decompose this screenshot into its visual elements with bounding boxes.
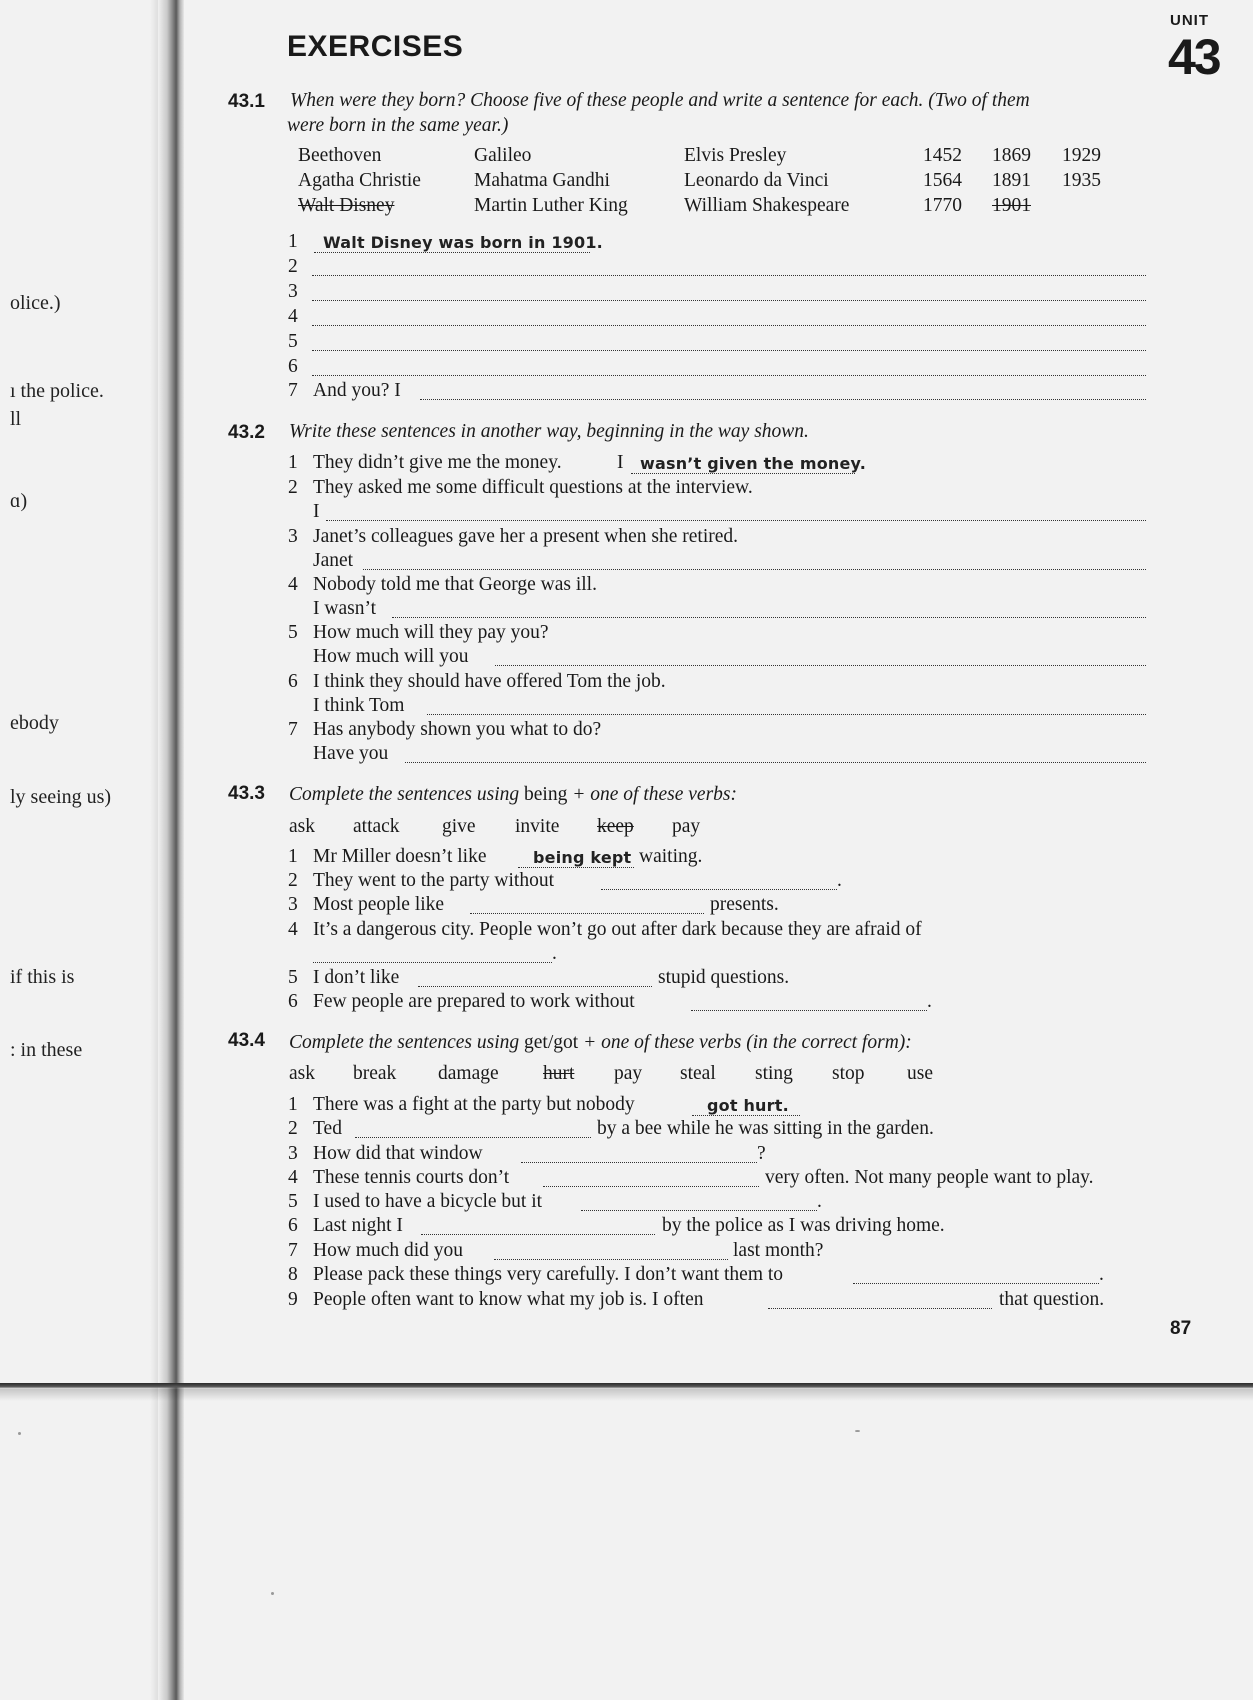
- item-number: 1: [288, 452, 298, 473]
- answer-line: [312, 350, 1146, 351]
- person-name: Galileo: [474, 145, 532, 166]
- left-page-fragment: if this is: [10, 966, 75, 988]
- question-text: Nobody told me that George was ill.: [313, 574, 597, 595]
- answer-line: [768, 1308, 992, 1309]
- verb-option: ask: [289, 816, 315, 837]
- page-title: EXERCISES: [287, 30, 464, 63]
- answer-line: [418, 986, 652, 987]
- answer-start: I: [617, 452, 624, 473]
- birth-year-crossed-out: 1901: [992, 195, 1031, 216]
- exercise-instruction: [289, 1032, 912, 1054]
- person-name: Beethoven: [298, 145, 382, 166]
- item-number: 7: [288, 380, 298, 401]
- birth-year: 1929: [1062, 145, 1101, 166]
- question-text: I used to have a bicycle but it: [313, 1191, 543, 1212]
- item-number: 2: [288, 477, 298, 498]
- answer-line: [405, 762, 1146, 763]
- item-number: 6: [288, 356, 298, 377]
- handwritten-answer: Walt Disney was born in 1901.: [323, 233, 603, 252]
- verb-option: attack: [353, 816, 400, 837]
- unit-number: 43: [1168, 29, 1220, 85]
- answer-start: Janet: [313, 550, 354, 571]
- question-text: Janet’s colleagues gave her a present when she retired.: [313, 526, 739, 547]
- item-number: 3: [288, 1143, 298, 1164]
- item-number: 1: [288, 1094, 298, 1115]
- page-bottom-shadow: [0, 1389, 1253, 1401]
- question-text: They didn’t give me the money.: [313, 452, 562, 473]
- verb-option: ask: [289, 1063, 315, 1084]
- item-number: 3: [288, 526, 298, 547]
- question-text: People often want to know what my job is. I often: [313, 1289, 704, 1310]
- handwritten-answer: got hurt.: [707, 1096, 789, 1115]
- instruction-part: + one of these verbs (in the correct form):: [583, 1032, 912, 1053]
- question-text: Ted: [313, 1118, 342, 1139]
- answer-line: [601, 889, 837, 890]
- verb-option: give: [442, 816, 476, 837]
- question-text: How much did you: [313, 1240, 464, 1261]
- verb-option: invite: [515, 816, 560, 837]
- exercise-number: 43.1: [228, 91, 265, 112]
- question-text: Mr Miller doesn’t like: [313, 846, 487, 867]
- question-text: I think they should have offered Tom the job.: [313, 671, 666, 692]
- item-number: 7: [288, 719, 298, 740]
- question-text: It’s a dangerous city. People won’t go out after dark because they are afraid of: [313, 919, 922, 940]
- left-page-fragment: ɑ): [10, 490, 28, 512]
- question-text: .: [552, 943, 557, 964]
- left-page-fragment: : in these: [10, 1039, 83, 1061]
- item-number: 8: [288, 1264, 298, 1285]
- exercise-instruction: were born in the same year.): [287, 115, 509, 136]
- question-text: Has anybody shown you what to do?: [313, 719, 602, 740]
- question-text: There was a fight at the party but nobody: [313, 1094, 635, 1115]
- answer-line: [363, 569, 1146, 570]
- item-number: 6: [288, 671, 298, 692]
- instruction-keyword: being: [524, 784, 568, 805]
- item-number: 3: [288, 894, 298, 915]
- verb-option-crossed-out: hurt: [543, 1063, 575, 1084]
- answer-line: [518, 867, 634, 868]
- question-text: presents.: [710, 894, 779, 915]
- person-name: Elvis Presley: [684, 145, 787, 166]
- answer-line: [312, 375, 1146, 376]
- exercise-number: 43.3: [228, 783, 265, 804]
- person-name: Mahatma Gandhi: [474, 170, 610, 191]
- question-text: last month?: [733, 1240, 824, 1261]
- answer-line: [420, 399, 1146, 400]
- birth-year: 1564: [923, 170, 962, 191]
- item-number: 5: [288, 967, 298, 988]
- question-text: They went to the party without: [313, 870, 554, 891]
- instruction-part: + one of these verbs:: [572, 784, 738, 805]
- instruction-part: Complete the sentences using: [289, 1032, 520, 1053]
- instruction-part: Complete the sentences using: [289, 784, 520, 805]
- item-number: 5: [288, 331, 298, 352]
- answer-line: [470, 913, 704, 914]
- question-text: I don’t like: [313, 967, 400, 988]
- verb-option: stop: [832, 1063, 865, 1084]
- answer-line: [495, 665, 1146, 666]
- book-spine: [158, 0, 184, 1700]
- answer-start: How much will you: [313, 646, 469, 667]
- question-text: These tennis courts don’t: [313, 1167, 510, 1188]
- question-text: very often. Not many people want to play.: [765, 1167, 1094, 1188]
- item-number: 3: [288, 281, 298, 302]
- answer-line: [312, 325, 1146, 326]
- answer-line: [314, 252, 590, 253]
- question-text: They asked me some difficult questions at the interview.: [313, 477, 753, 498]
- verb-option-crossed-out: keep: [597, 816, 634, 837]
- question-text: Few people are prepared to work without: [313, 991, 635, 1012]
- answer-line: [494, 1259, 728, 1260]
- handwritten-answer: wasn’t given the money.: [640, 454, 866, 473]
- instruction-keyword: get/got: [524, 1032, 579, 1053]
- verb-option: pay: [614, 1063, 643, 1084]
- item-number: 2: [288, 870, 298, 891]
- answer-line: [355, 1137, 591, 1138]
- scan-speck: [271, 1592, 274, 1595]
- answer-line: [326, 520, 1146, 521]
- question-text: Last night I: [313, 1215, 403, 1236]
- item-number: 5: [288, 1191, 298, 1212]
- verb-option: steal: [680, 1063, 716, 1084]
- person-name-crossed-out: Walt Disney: [298, 195, 395, 216]
- question-text: that question.: [999, 1289, 1105, 1310]
- question-text: .: [837, 870, 842, 891]
- answer-line: [543, 1186, 759, 1187]
- page-number: 87: [1170, 1318, 1192, 1339]
- person-name: William Shakespeare: [684, 195, 850, 216]
- verb-option: break: [353, 1063, 397, 1084]
- answer-line: [691, 1010, 927, 1011]
- answer-start: I: [313, 501, 320, 522]
- birth-year: 1869: [992, 145, 1031, 166]
- answer-line: [313, 962, 552, 963]
- item-number: 6: [288, 991, 298, 1012]
- left-page-fragment: ly seeing us): [10, 786, 112, 808]
- birth-year: 1935: [1062, 170, 1101, 191]
- item-number: 5: [288, 622, 298, 643]
- verb-option: pay: [672, 816, 701, 837]
- item-number: 1: [288, 846, 298, 867]
- birth-year: 1770: [923, 195, 962, 216]
- verb-option: sting: [755, 1063, 793, 1084]
- answer-line: [312, 275, 1146, 276]
- left-page-fragment: ll: [10, 408, 22, 430]
- answer-line: [853, 1283, 1099, 1284]
- birth-year: 1891: [992, 170, 1031, 191]
- question-text: stupid questions.: [658, 967, 790, 988]
- unit-label: UNIT: [1170, 12, 1209, 29]
- answer-line: [521, 1162, 757, 1163]
- answer-line: [631, 473, 855, 474]
- question-text: by a bee while he was sitting in the garden.: [597, 1118, 934, 1139]
- question-text: Most people like: [313, 894, 445, 915]
- answer-line: [581, 1210, 817, 1211]
- item-number: 1: [288, 231, 298, 252]
- scan-speck: [18, 1432, 21, 1435]
- person-name: Martin Luther King: [474, 195, 628, 216]
- verb-option: use: [907, 1063, 933, 1084]
- item-number: 2: [288, 256, 298, 277]
- question-text: .: [927, 991, 932, 1012]
- left-page-fragment: ı the police.: [10, 380, 104, 402]
- question-text: How did that window: [313, 1143, 483, 1164]
- question-text: ?: [757, 1143, 766, 1164]
- question-text: And you? I: [313, 380, 401, 401]
- answer-line: [692, 1115, 800, 1116]
- item-number: 6: [288, 1215, 298, 1236]
- handwritten-answer: being kept: [533, 848, 632, 867]
- item-number: 7: [288, 1240, 298, 1261]
- exercise-instruction: When were they born? Choose five of these people and write a sentence for each. (Two of them: [290, 90, 1030, 111]
- item-number: 4: [288, 1167, 298, 1188]
- verb-option: damage: [438, 1063, 499, 1084]
- exercise-number: 43.4: [228, 1030, 265, 1051]
- question-text: Please pack these things very carefully. I don’t want them to: [313, 1264, 784, 1285]
- left-page-fragment: ebody: [10, 712, 59, 734]
- exercise-number: 43.2: [228, 422, 265, 443]
- question-text: waiting.: [639, 846, 703, 867]
- answer-start: Have you: [313, 743, 389, 764]
- answer-line: [427, 714, 1146, 715]
- item-number: 9: [288, 1289, 298, 1310]
- birth-year: 1452: [923, 145, 962, 166]
- answer-start: I think Tom: [313, 695, 405, 716]
- answer-line: [392, 617, 1146, 618]
- item-number: 4: [288, 919, 298, 940]
- exercise-instruction: [289, 784, 737, 806]
- question-text: by the police as I was driving home.: [662, 1215, 945, 1236]
- answer-start: I wasn’t: [313, 598, 377, 619]
- question-text: .: [817, 1191, 822, 1212]
- person-name: Agatha Christie: [298, 170, 421, 191]
- person-name: Leonardo da Vinci: [684, 170, 829, 191]
- question-text: How much will they pay you?: [313, 622, 549, 643]
- item-number: 2: [288, 1118, 298, 1139]
- answer-line: [312, 300, 1146, 301]
- scan-speck: [855, 1430, 860, 1432]
- answer-line: [421, 1234, 655, 1235]
- item-number: 4: [288, 306, 298, 327]
- question-text: .: [1099, 1264, 1104, 1285]
- exercise-instruction: Write these sentences in another way, beginning in the way shown.: [289, 421, 809, 442]
- item-number: 4: [288, 574, 298, 595]
- left-page-fragment: olice.): [10, 292, 61, 314]
